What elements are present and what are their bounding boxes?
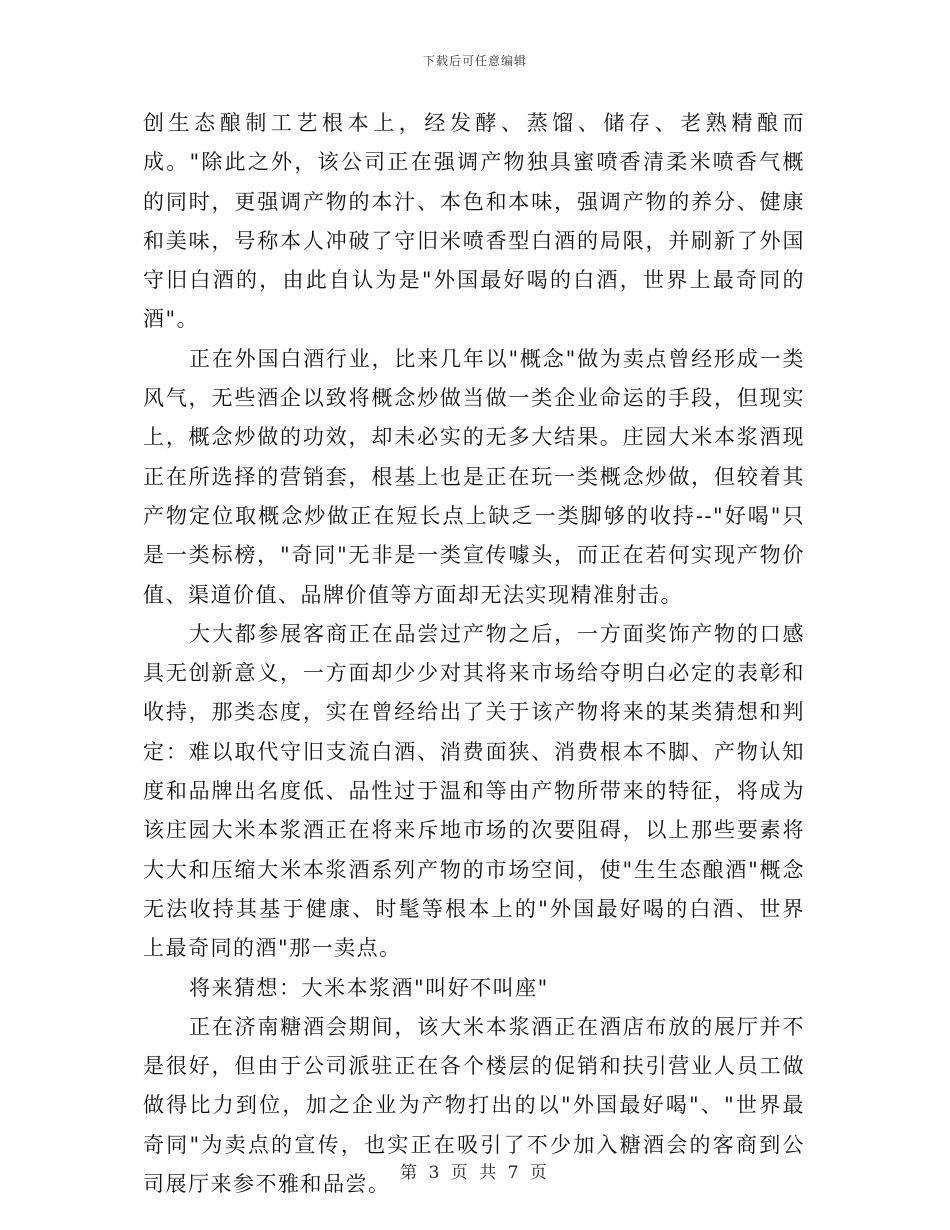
current-page-number: 3 xyxy=(428,1163,443,1183)
document-body xyxy=(143,104,805,1204)
page-header: 下载后可任意编辑 xyxy=(422,54,527,68)
paragraph-1: 创生态酿制工艺根本上，经发酵、蒸馏、储存、老熟精酿而成。"除此之外，该公司正在强调产物独具蜜喷香清柔米喷香气概的同时，更强调产物的本汁、本色和本味，强调产物的养分、健康和美味，号称本人冲破了守旧米喷香型白酒的局限，并刷新了外国守旧白酒的，由此自认为是"外国最好喝的白酒，世界上最奇同的酒"。 xyxy=(143,111,805,332)
section-heading: 将来猜想：大米本浆酒"叫好不叫座" xyxy=(189,975,549,1000)
paragraph-3: 大大都参展客商正在品尝过产物之后，一方面奖饰产物的口感具无创新意义，一方面却少少对其将来市场给夺明白必定的表彰和收持，那类态度，实在曾经给出了关于该产物将来的某类猜想和判定：难以取代守旧支流白酒、消费面狭、消费根本不脚、产物认知度和品牌出名度低、品性过于温和等由产物所带来的特征，将成为该庄园大米本浆酒正在将来斥地市场的次要阻碍，以上那些要素将大大和压缩大米本浆酒系列产物的市场空间，使"生生态酿酒"概念无法收持其基于健康、时髦等根本上的"外国最好喝的白酒、世界上最奇同的酒"那一卖点。 xyxy=(143,621,805,961)
footer-prefix: 第 xyxy=(400,1163,421,1183)
footer-middle: 页 共 xyxy=(450,1163,500,1183)
paragraph-4: 正在济南糖酒会期间，该大米本浆酒正在酒店布放的展厅并不是很好，但由于公司派驻正在各个楼层的促销和扶引营业人员工做做得比力到位，加之企业为产物打出的以"外国最好喝"、"世界最奇同"为卖点的宣传，也实正在吸引了不少加入糖酒会的客商到公司展厅来参不雅和品尝。 xyxy=(143,1014,805,1197)
page-footer xyxy=(0,1158,950,1183)
footer-suffix: 页 xyxy=(529,1163,550,1183)
total-pages-number: 7 xyxy=(507,1163,522,1183)
paragraph-2: 正在外国白酒行业，比来几年以"概念"做为卖点曾经形成一类风气，无些酒企以致将概念炒做当做一类企业命运的手段，但现实上，概念炒做的功效，却未必实的无多大结果。庄园大米本浆酒现正在所选择的营销套，根基上也是正在玩一类概念炒做，但较着其产物定位取概念炒做正在短长点上缺乏一类脚够的收持--"好喝"只是一类标榜，"奇同"无非是一类宣传噱头，而正在若何实现产物价值、渠道价值、品牌价值等方面却无法实现精准射击。 xyxy=(143,346,805,607)
